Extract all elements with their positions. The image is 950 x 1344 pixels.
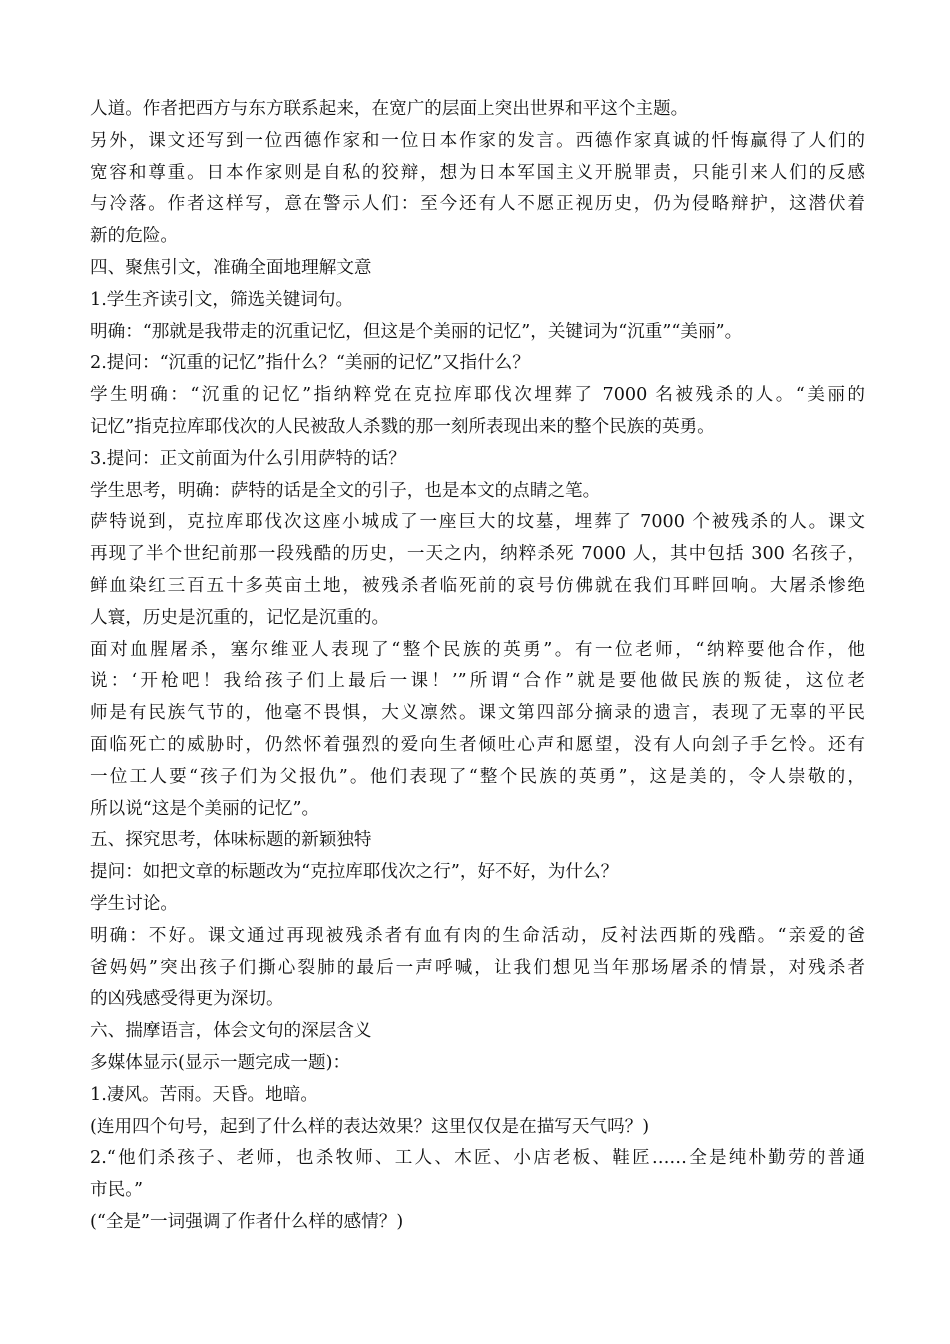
text-line: 另外，课文还写到一位西德作家和一位日本作家的发言。西德作家真诚的忏悔赢得了人们的 [90, 130, 865, 151]
text-line: 2.提问：“沉重的记忆”指什么？“美丽的记忆”又指什么？ [90, 353, 530, 374]
text-line: 面对血腥屠杀，塞尔维亚人表现了“整个民族的英勇”。有一位老师，“纳粹要他合作，他 [90, 639, 865, 660]
text-line: 记忆”指克拉库耶伐次的人民被敌人杀戮的那一刻所表现出来的整个民族的英勇。 [90, 416, 715, 437]
text-line: 学生明确：“沉重的记忆”指纳粹党在克拉库耶伐次埋葬了 7000 名被残杀的人。“美丽的 [90, 385, 865, 406]
text-line: 多媒体显示(显示一题完成一题)： [90, 1052, 351, 1073]
text-line: 学生讨论。 [90, 893, 178, 914]
text-line: 说：‘开枪吧！我给孩子们上最后一课！’”所谓“合作”就是要他做民族的叛徒，这位老 [90, 671, 865, 692]
text-line: 六、揣摩语言，体会文句的深层含义 [90, 1021, 372, 1042]
text-line: 一位工人要“孩子们为父报仇”。他们表现了“整个民族的英勇”，这是美的，令人崇敬的， [90, 766, 865, 787]
text-line: 宽容和尊重。日本作家则是自私的狡辩，想为日本军国主义开脱罪责，只能引来人们的反感 [90, 162, 865, 183]
text-line: 与冷落。作者这样写，意在警示人们：至今还有人不愿正视历史，仍为侵略辩护，这潜伏着 [90, 194, 865, 215]
text-line: 学生思考，明确：萨特的话是全文的引子，也是本文的点睛之笔。 [90, 480, 601, 501]
text-line: 新的危险。 [90, 226, 178, 247]
text-line: 再现了半个世纪前那一段残酷的历史，一天之内，纳粹杀死 7000 人，其中包括 300 名孩子， [90, 544, 865, 565]
text-line: 四、聚焦引文，准确全面地理解文意 [90, 257, 372, 278]
text-line: 市民。” [90, 1180, 143, 1201]
text-line: 明确：不好。课文通过再现被残杀者有血有肉的生命活动，反衬法西斯的残酷。“亲爱的爸 [90, 925, 865, 946]
text-line: 人道。作者把西方与东方联系起来，在宽广的层面上突出世界和平这个主题。 [90, 99, 689, 119]
text-line: 提问：如把文章的标题改为“克拉库耶伐次之行”，好不好，为什么？ [90, 862, 619, 883]
text-line: 人寰，历史是沉重的，记忆是沉重的。 [90, 607, 390, 628]
text-line: 1.凄风。苦雨。天昏。地暗。 [90, 1084, 318, 1105]
text-line: (“全是”一词强调了作者什么样的感情？) [90, 1211, 404, 1232]
text-line: 2.“他们杀孩子、老师，也杀牧师、工人、木匠、小店老板、鞋匠……全是纯朴勤劳的普通 [90, 1148, 865, 1169]
text-line: 鲜血染红三百五十多英亩土地，被残杀者临死前的哀号仿佛就在我们耳畔回响。大屠杀惨绝 [90, 575, 865, 596]
text-line: 五、探究思考，体味标题的新颖独特 [90, 830, 372, 851]
text-line: 3.提问：正文前面为什么引用萨特的话？ [90, 448, 406, 469]
text-line: 的凶残感受得更为深切。 [90, 989, 284, 1010]
text-line: 爸妈妈”突出孩子们撕心裂肺的最后一声呼喊，让我们想见当年那场屠杀的情景，对残杀者 [90, 957, 865, 978]
text-line: (连用四个句号，起到了什么样的表达效果？这里仅仅是在描写天气吗？) [90, 1116, 650, 1137]
document-body [90, 94, 865, 1239]
text-line: 萨特说到，克拉库耶伐次这座小城成了一座巨大的坟墓，埋葬了 7000 个被残杀的人。课文 [90, 512, 865, 533]
text-line: 师是有民族气节的，他毫不畏惧，大义凛然。课文第四部分摘录的遗言，表现了无辜的平民 [90, 703, 865, 724]
text-line: 明确：“那就是我带走的沉重记忆，但这是个美丽的记忆”，关键词为“沉重”“美丽”。 [90, 321, 743, 342]
text-line: 1.学生齐读引文，筛选关键词句。 [90, 289, 354, 310]
text-line: 所以说“这是个美丽的记忆”。 [90, 798, 320, 819]
text-line: 面临死亡的威胁时，仍然怀着强烈的爱向生者倾吐心声和愿望，没有人向刽子手乞怜。还有 [90, 734, 865, 755]
